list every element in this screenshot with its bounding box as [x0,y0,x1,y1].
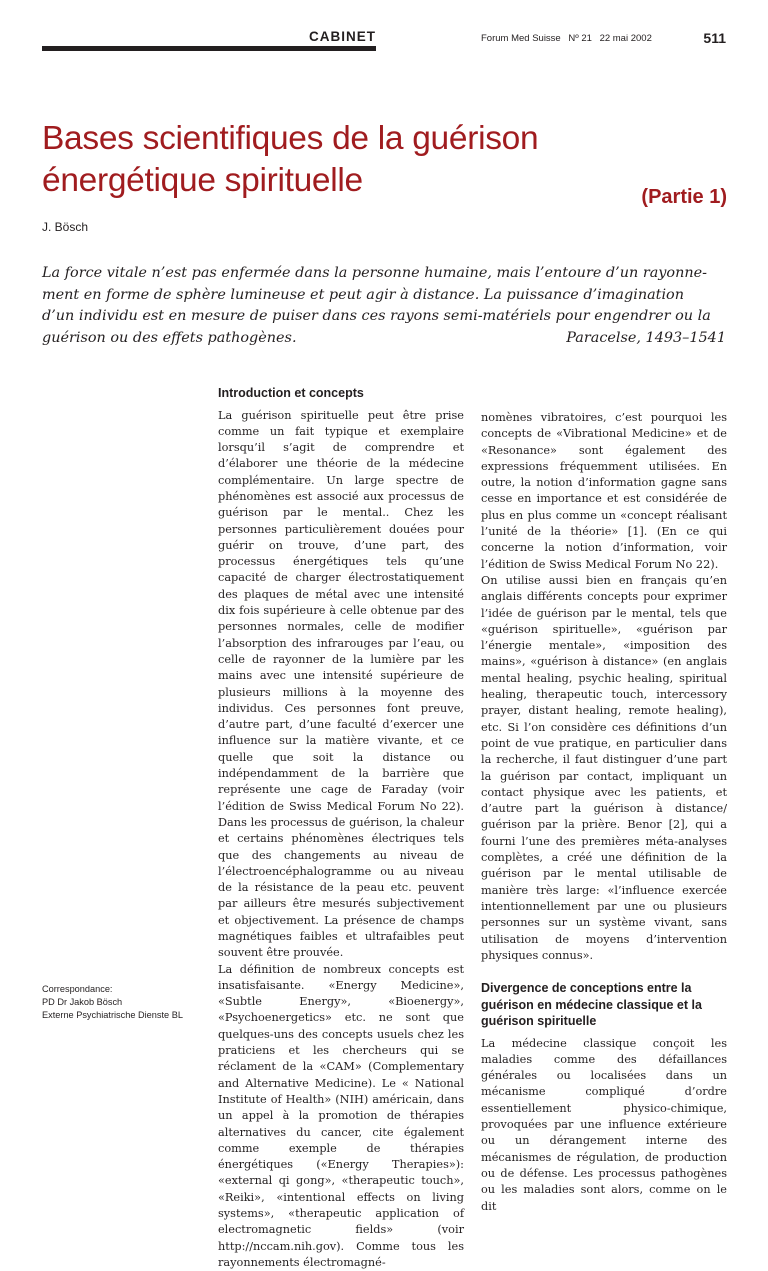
title-line-1: Bases scientifiques de la guérison [42,120,539,157]
issue-number: Nº 21 [568,33,592,44]
epigraph-line: guérison ou des effets pathogènes. [42,329,297,346]
epigraph-line: d’un individu est en mesure de puiser dans ces rayons semi-matériels pour engendrer ou la [42,308,711,324]
page-number: 511 [703,30,726,46]
body-paragraph: nomènes vibratoires, c’est pourquoi les concepts de «Vibrational Medicine» et de «Resonance» sont également des expressions fréquemment utilisées. En outre, la notion d’information gagne sans cesse en importance et est considérée de plus en plus comme un «concept réalisant l’unité de la théorie» [1]. (En ce qui concerne la notion d’information, voir l’édition de Swiss Medical Forum No 22). [481,411,727,571]
body-paragraph: La définition de nombreux concepts est insatisfaisante. «Energy Medicine», «Subtle Energy», «Bioenergy», «Psychoenergetics» etc. ne sont que quelques-uns des concepts usuels chez les praticiens et les chercheurs qui se réclament de la «CAM» (Complementary and Alternative Medicine). Le « National Institute of Health» (NIH) américain, dans un appel à la promotion de thérapies alternatives du cancer, cite également comme exemple de thérapies énergétiques («Energy Therapies»): «external qi gong», «therapeutic touch», «Reiki», «intentional effects on living systems», «therapeutic application of electromagnetic fields» (voir http://nccam.nih.gov). Comme tous les rayonnements électromagné- [218,962,464,1269]
body-paragraph: La guérison spirituelle peut être prise comme un fait typique et exemplaire lorsqu’il s’agit de comprendre et d’élaborer une théorie de la médecine complémentaire. Un large spectre de phénomènes est associé aux processus de guérison par le mental.. Chez les personnes particulièrement douées pour guérir on trouve, d’une part, des processus énergétiques tels qu’une capacité de charger électrostatiquement des plaques de métal avec une intensité dix fois supérieure à celle obtenue par des personnes normales, celle de modifier l’absorption des infrarouges par l’eau, ou celle de rayonner de la lumière par les mains avec une intensité supérieure de plusieurs millions à la moyenne des individus. Ces personnes font preuve, d’autre part, d’une faculté d’exercer une influence sur la matière vivante, et ce quelle que soit la distance ou indépendamment de la barrière que représente une cage de Faraday (voir l’édition de Swiss Medical Forum No 22). Dans les processus de guérison, la chaleur et certains phénomènes électriques tels que des changements au niveau de l’électroencéphalogramme ou au niveau de la résistance de la peau etc. peuvent par ailleurs être mesurés subjectivement et objectivement. La présence de champs magnétiques faibles et ultrafaibles peut souvent être prouvée. [218,408,464,960]
section-heading: Introduction et concepts [218,386,364,400]
correspondence-label: Correspondance: [42,984,113,994]
header-rule [42,46,376,51]
part-label: (Partie 1) [641,186,727,208]
section-label: CABINET [309,29,376,44]
issue-date: 22 mai 2002 [599,33,652,44]
section-header [42,28,376,52]
epigraph-last-line [42,328,726,350]
section-heading: Divergence de conceptions entre la guérison en médecine classique et la guérison spirituelle [481,981,702,1029]
epigraph-line: La force vitale n’est pas enfermée dans la personne humaine, mais l’entoure d’un rayonne- [42,265,707,281]
correspondence-institution: Externe Psychiatrische Dienste BL [42,1009,183,1020]
title-line-2: énergétique spirituelle [42,162,363,199]
article-title [42,118,732,208]
correspondence-name: PD Dr Jakob Bösch [42,996,123,1007]
column-1 [218,385,464,1271]
epigraph-line: ment en forme de sphère lumineuse et peut agir à distance. La puissance d’imagination [42,286,684,303]
journal-name: Forum Med Suisse [481,33,561,44]
column-2 [481,410,727,1215]
author: J. Bösch [42,220,89,234]
epigraph [42,263,726,349]
body-paragraph: On utilise aussi bien en français qu’en anglais différents concepts pour exprimer l’idée de guérison par le mental, tels que «guérison spirituelle», «guérison par l’énergie mentale», «imposition des mains», «guérison à distance» (en anglais mental healing, psychic healing, spiritual healing, therapeutic touch, intercessory prayer, distant healing, remote healing), etc. Si l’on considère ces définitions d’un point de vue pratique, en particulier dans la recherche, il faut distinguer d’une part la guérison par contact, impliquant un contact physique avec les patients, et d’autre part la guérison à distance/ guérison par la prière. Benor [2], qui a fourni l’une des premières méta-analyses complètes, a créé une définition de la guérison par le mental utilisable de manière très large: «l’influence exercée intentionnellement par une ou plusieurs personnes sur un système vivant, sans utilisation de moyens d’intervention physiques connus». [481,573,727,962]
correspondence [42,983,183,1021]
journal-info [481,33,657,45]
epigraph-source: Paracelse, 1493–1541 [566,329,726,346]
body-paragraph: La médecine classique conçoit les maladies comme des défaillances générales ou localisées dans un mécanisme compliqué d’ordre essentiellement physico-chimique, provoquées par une influence extérieure ou un dérangement interne des mécanismes de régulation, de production ou de défense. Les processus pathogènes ou les maladies sont alors, comme on le dit [481,1036,727,1213]
